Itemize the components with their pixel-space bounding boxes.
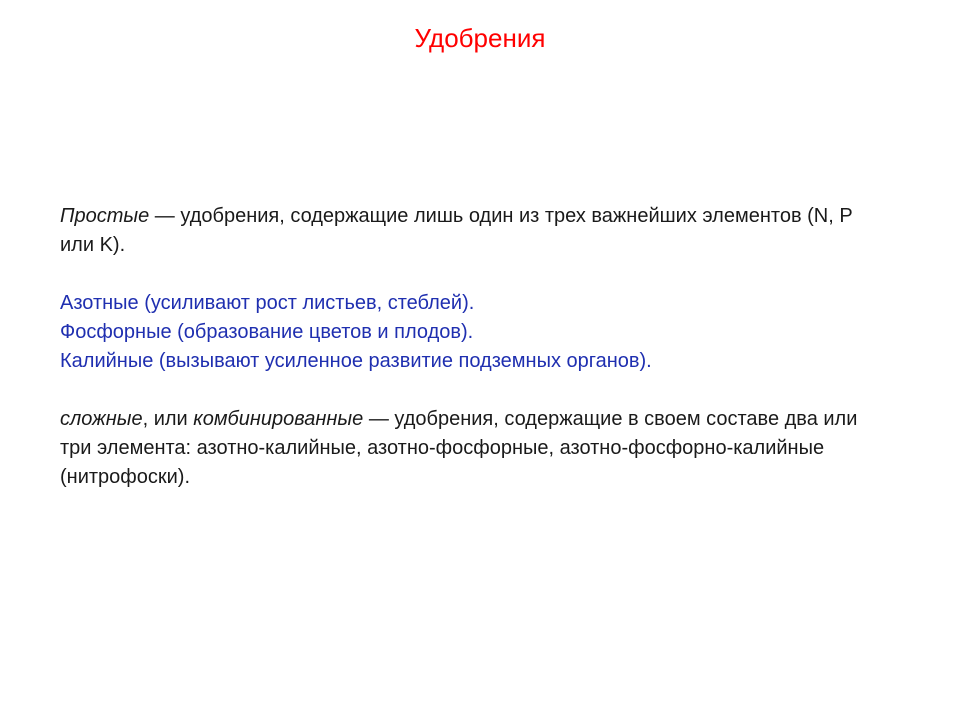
type-nitrogen: Азотные (усиливают рост листьев, стеблей). [60,292,475,314]
type-phosphorus: Фосфорные (образование цветов и плодов). [60,321,474,343]
complex-connector: , или [142,408,194,430]
spacer [60,260,890,289]
simple-definition-text: — удобрения, содержащие лишь один из трех важнейших элементов (N, P или K). [60,205,853,256]
type-potassium: Калийные (вызывают усиленное развитие подземных органов). [60,350,652,372]
complex-term: сложные [60,408,143,430]
slide-title: Удобрения [414,23,546,53]
spacer [60,376,890,405]
simple-definition [60,202,890,260]
complex-definition [60,405,890,492]
simple-term: Простые [60,205,150,227]
combined-term: комбинированные [193,408,364,430]
slide-body [60,202,890,492]
complex-definition-text: — удобрения, содержащие в своем составе два или три элемента: азотно-калийные, азотно-фосфорные, азотно-фосфорно-калийные (нитрофоски). [60,408,858,488]
